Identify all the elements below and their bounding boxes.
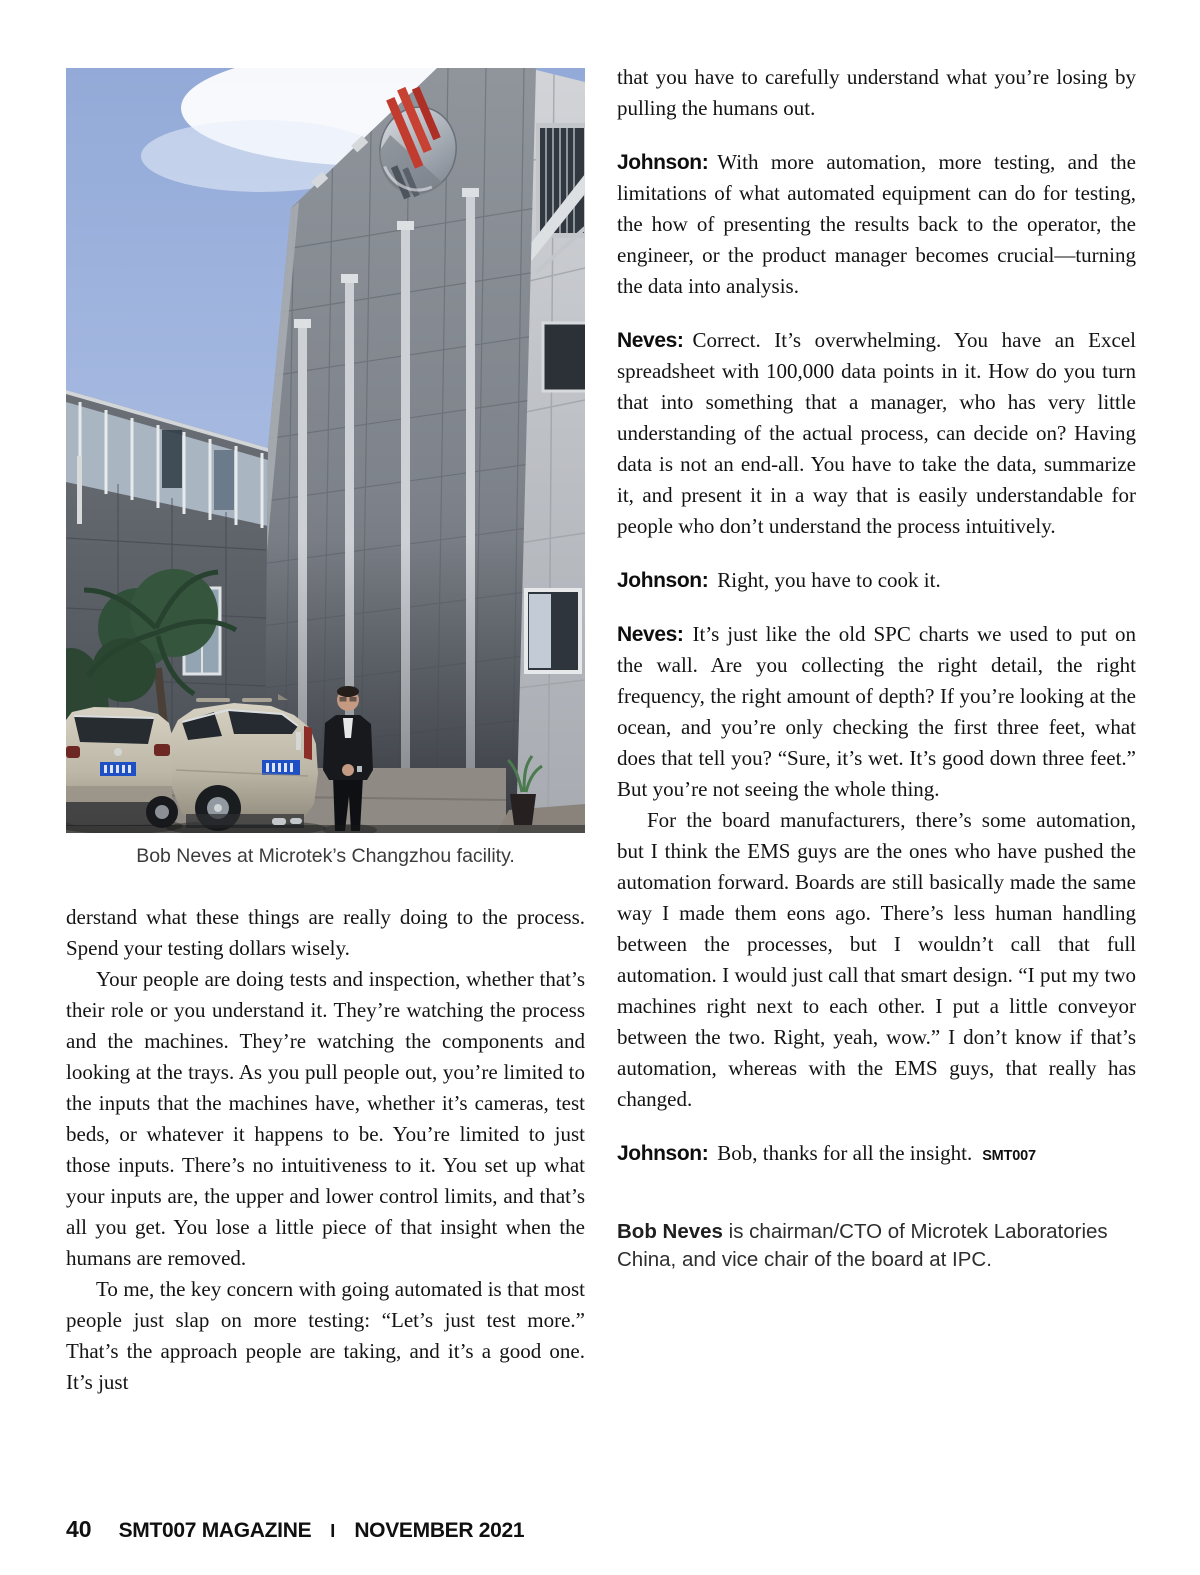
dialog-paragraph: Neves: It’s just like the old SPC charts we used to put on the wall. Are you collecting the right detail, the right frequency, the right amount of depth? If you’re looking at the ocean, and you’re only checking the first three feet, what does that tell you? “Sure, it’s wet. It’s good down three feet.” But you’re not seeing the whole thing. (617, 622, 1136, 801)
left-column (66, 902, 585, 1398)
footer-separator: I (330, 1521, 336, 1541)
page-footer (66, 1516, 524, 1543)
body-paragraph: that you have to carefully understand what you’re losing by pulling the humans out. (617, 65, 1136, 120)
speaker-label: Neves: (617, 329, 684, 352)
speaker-label: Johnson: (617, 569, 709, 592)
dialog-paragraph: Johnson: Right, you have to cook it. (617, 568, 941, 592)
car-left (66, 707, 183, 833)
taillight (304, 726, 312, 760)
bio-name: Bob Neves (617, 1220, 723, 1243)
speaker-label: Neves: (617, 623, 684, 646)
facility-photo (66, 68, 585, 833)
speaker-label: Johnson: (617, 1142, 709, 1165)
roof-pole (77, 456, 82, 524)
dialog-paragraph: Johnson: Bob, thanks for all the insight. SMT007 (617, 1141, 1036, 1165)
magazine-title: SMT007 MAGAZINE (118, 1519, 312, 1542)
body-paragraph: Your people are doing tests and inspection, whether that’s their role or you understand it. They’re watching the process and the machines. They’re watching the components and looking at the trays. As you pull people out, you’re limited to the inputs that the machines have, whether it’s cameras, test beds, or whatever it happens to be. You’re limited to just those inputs. There’s no intuitiveness to it. You set up what your inputs are, the upper and lower control limits, and that’s all you get. You lose a little piece of that insight when the humans are removed. (66, 967, 585, 1270)
dialog-paragraph: Neves: Correct. It’s overwhelming. You have an Excel spreadsheet with 100,000 data points in it. How do you turn that into something that a manager, who has very little understanding of the actual process, can decide on? Having data is not an end-all. You have to take the data, summarize it, and present it in a way that is easily understandable for people who don’t understand the process intuitively. (617, 328, 1136, 538)
lower-right-window (526, 590, 580, 672)
dialog-paragraph: Johnson: With more automation, more testing, and the limitations of what automated equipment can do for testing, the how of presenting the results back to the operator, the engineer, or the product manager becomes crucial—turning the data into analysis. (617, 150, 1136, 298)
right-column (617, 62, 1136, 1295)
photo-block (66, 68, 585, 868)
body-paragraph: derstand what these things are really doing to the process. Spend your testing dollars wisely. (66, 905, 585, 960)
end-of-article-mark: SMT007 (982, 1148, 1036, 1164)
speaker-label: Johnson: (617, 151, 709, 174)
body-paragraph: To me, the key concern with going automated is that most people just slap on more testing: “Let’s just test more.” That’s the approach people are taking, and it’s a good one. It’s just (66, 1277, 585, 1394)
page-number: 40 (66, 1516, 92, 1542)
body-paragraph: For the board manufacturers, there’s some automation, but I think the EMS guys are the ones who have pushed the automation forward. Boards are still basically made the same way I made them eons ago. There’s less human handling between the processes, but I wouldn’t call that full automation. I would just call that smart design. “I put my two machines right next to each other. I put a little conveyor between the two. Right, yeah, wow.” I don’t know if that’s automation, whereas with the EMS guys, that really has changed. (617, 808, 1136, 1111)
photo-caption: Bob Neves at Microtek’s Changzhou facility. (136, 845, 515, 867)
author-bio: Bob Neves is chairman/CTO of Microtek Laboratories China, and vice chair of the board at IPC. (617, 1220, 1108, 1271)
issue-date: NOVEMBER 2021 (354, 1519, 525, 1542)
